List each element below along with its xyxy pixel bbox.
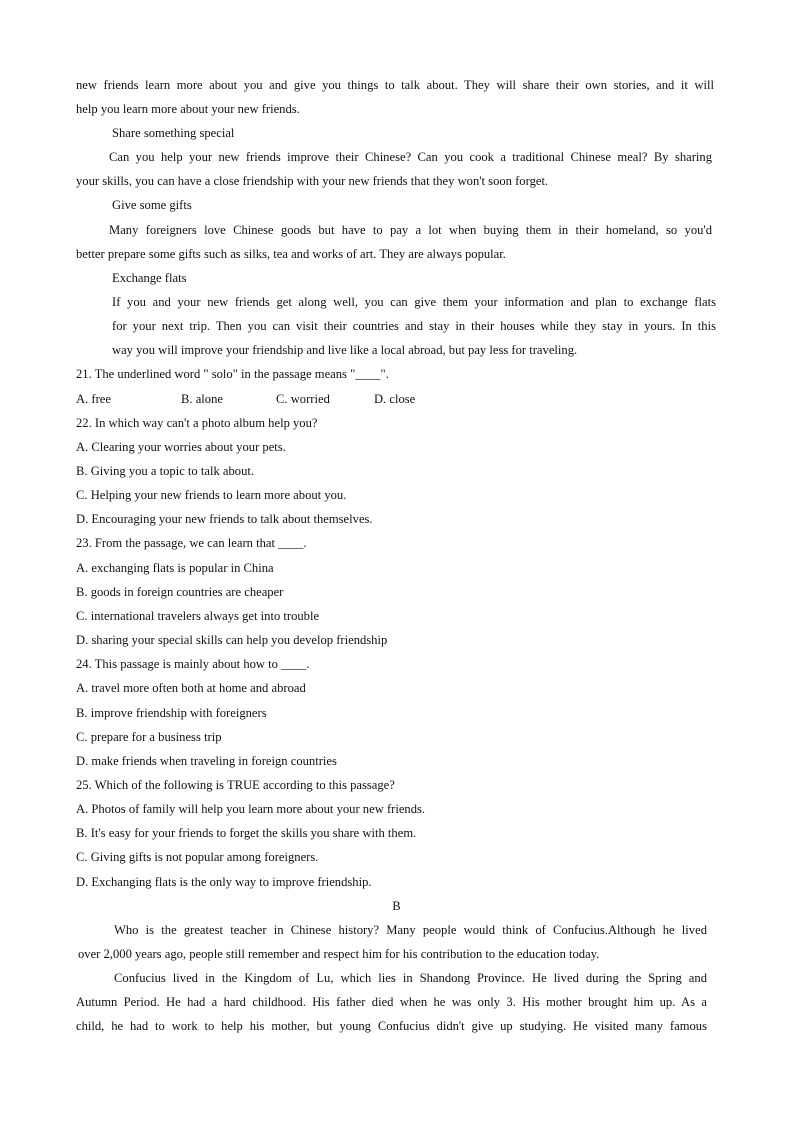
paragraph-line: help you learn more about your new friends. bbox=[76, 102, 300, 116]
paragraph-line: for your next trip. Then you can visit their countries and stay in their houses while they stay in yours. In this bbox=[112, 319, 716, 333]
passage-b-label: B bbox=[392, 899, 401, 913]
paragraph-line: way you will improve your friendship and live like a local abroad, but pay less for traveling. bbox=[112, 343, 578, 357]
question-24-stem: 24. This passage is mainly about how to ____. bbox=[76, 657, 310, 671]
paragraph-line: Autumn Period. He had a hard childhood. His father died when he was only 3. His mother brought him up. As a bbox=[76, 995, 707, 1009]
paragraph-line: Who is the greatest teacher in Chinese history? Many people would think of Confucius.Although he lived bbox=[114, 923, 707, 937]
question-25-option-a: A. Photos of family will help you learn more about your new friends. bbox=[76, 802, 426, 816]
question-21-option-a: A. free bbox=[76, 392, 111, 406]
question-25-option-c: C. Giving gifts is not popular among foreigners. bbox=[76, 850, 319, 864]
question-22-option-a: A. Clearing your worries about your pets. bbox=[76, 440, 286, 454]
question-22-option-b: B. Giving you a topic to talk about. bbox=[76, 464, 255, 478]
question-25-stem: 25. Which of the following is TRUE according to this passage? bbox=[76, 778, 395, 792]
question-21-option-c: C. worried bbox=[276, 392, 330, 406]
question-21-option-d: D. close bbox=[374, 392, 416, 406]
paragraph-line: over 2,000 years ago, people still remember and respect him for his contribution to the education today. bbox=[78, 947, 600, 961]
question-23-option-b: B. goods in foreign countries are cheaper bbox=[76, 585, 284, 599]
question-23-stem: 23. From the passage, we can learn that ____. bbox=[76, 536, 307, 550]
paragraph-line: better prepare some gifts such as silks, tea and works of art. They are always popular. bbox=[76, 247, 506, 261]
paragraph-line: If you and your new friends get along well, you can give them your information and plan to exchange flats bbox=[112, 295, 716, 309]
question-24-option-b: B. improve friendship with foreigners bbox=[76, 706, 267, 720]
question-22-option-d: D. Encouraging your new friends to talk about themselves. bbox=[76, 512, 373, 526]
section-heading-gifts: Give some gifts bbox=[112, 198, 192, 212]
question-21-stem: 21. The underlined word " solo" in the passage means "____". bbox=[76, 367, 389, 381]
question-21-option-b: B. alone bbox=[181, 392, 223, 406]
question-22-option-c: C. Helping your new friends to learn more about you. bbox=[76, 488, 347, 502]
paragraph-line: child, he had to work to help his mother, but young Confucius didn't give up studying. He visited many famous bbox=[76, 1019, 707, 1033]
section-heading-flats: Exchange flats bbox=[112, 271, 187, 285]
question-25-option-d: D. Exchanging flats is the only way to improve friendship. bbox=[76, 875, 372, 889]
question-24-option-c: C. prepare for a business trip bbox=[76, 730, 222, 744]
question-23-option-d: D. sharing your special skills can help you develop friendship bbox=[76, 633, 388, 647]
paragraph-line: Can you help your new friends improve their Chinese? Can you cook a traditional Chinese meal? By sharing bbox=[109, 150, 712, 164]
section-heading-share: Share something special bbox=[112, 126, 235, 140]
paragraph-line: your skills, you can have a close friendship with your new friends that they won't soon forget. bbox=[76, 174, 549, 188]
question-23-option-a: A. exchanging flats is popular in China bbox=[76, 561, 274, 575]
paragraph-line: Confucius lived in the Kingdom of Lu, which lies in Shandong Province. He lived during the Spring and bbox=[114, 971, 707, 985]
paragraph-line: new friends learn more about you and give you things to talk about. They will share their own stories, and it will bbox=[76, 78, 714, 92]
question-24-option-d: D. make friends when traveling in foreign countries bbox=[76, 754, 337, 768]
paragraph-line: Many foreigners love Chinese goods but have to pay a lot when buying them in their homeland, so you'd bbox=[109, 223, 712, 237]
question-24-option-a: A. travel more often both at home and abroad bbox=[76, 681, 306, 695]
question-25-option-b: B. It's easy for your friends to forget the skills you share with them. bbox=[76, 826, 417, 840]
question-23-option-c: C. international travelers always get into trouble bbox=[76, 609, 320, 623]
question-22-stem: 22. In which way can't a photo album help you? bbox=[76, 416, 318, 430]
